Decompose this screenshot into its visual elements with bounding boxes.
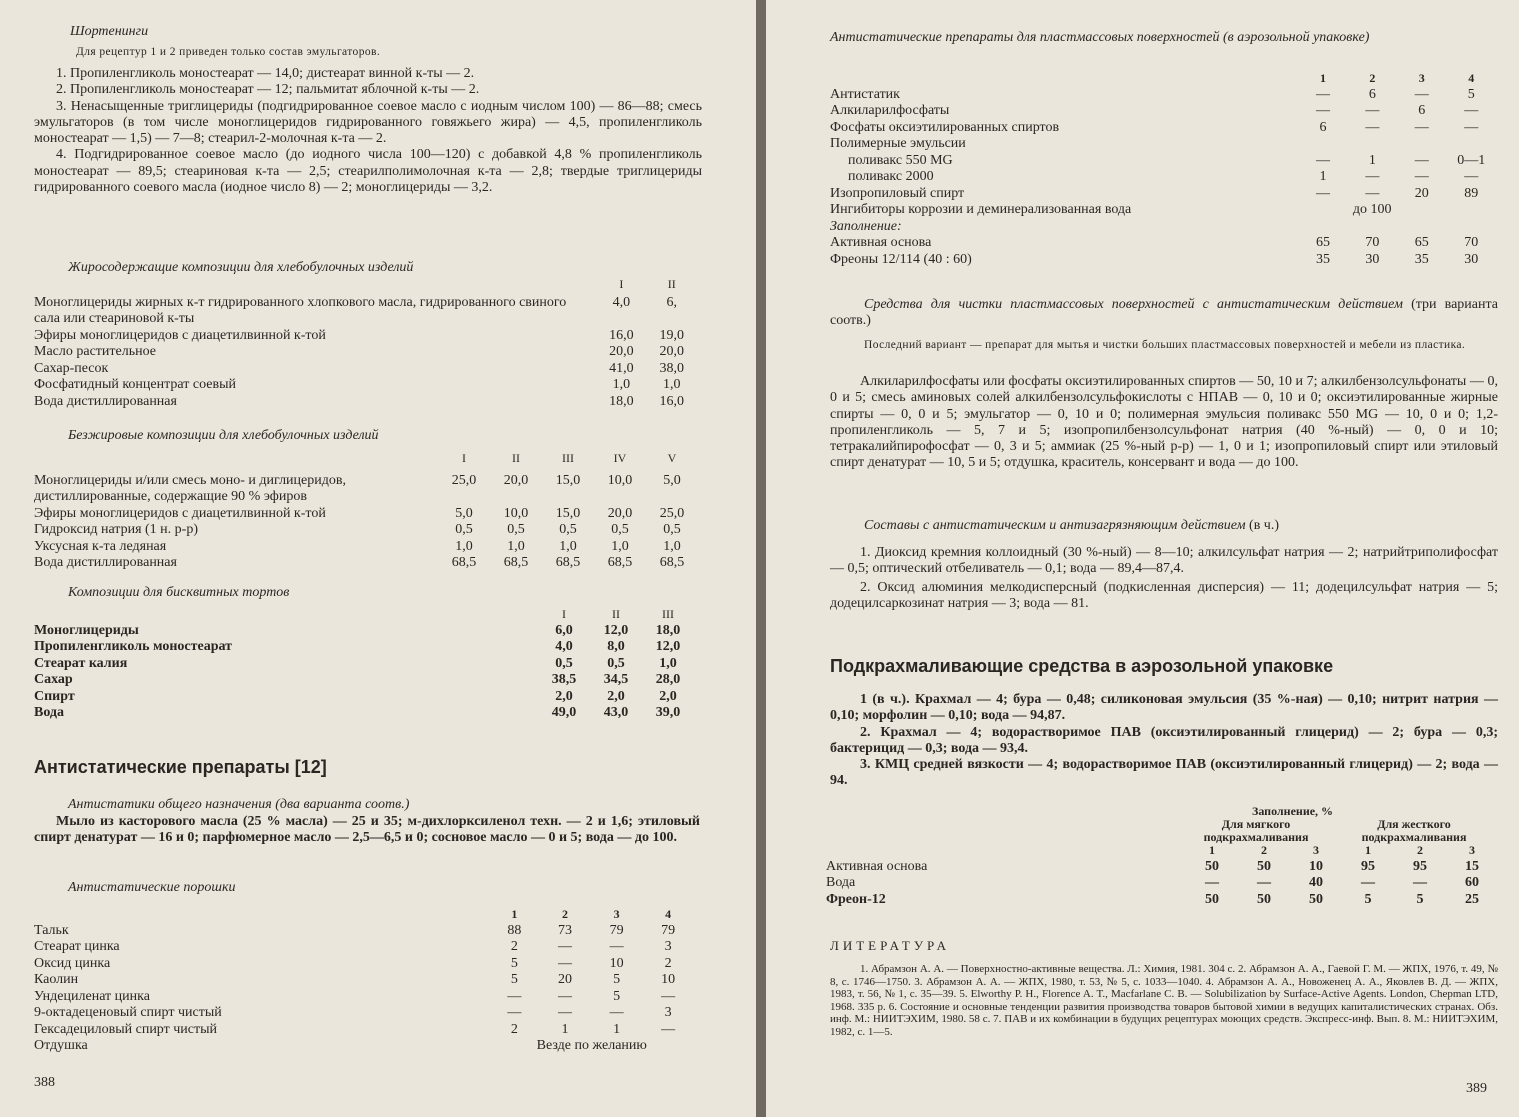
table-row: [34, 1038, 694, 1055]
table-cell: 2,0: [607, 688, 625, 704]
table-cell: 50: [1257, 858, 1271, 874]
table-cell: —: [1257, 875, 1271, 890]
table-row: [830, 153, 1496, 170]
table-cell: 5: [613, 988, 621, 1004]
table-cell: 10: [1309, 858, 1323, 874]
table-row: [34, 972, 694, 989]
col-header: 3: [1313, 843, 1319, 857]
biscuit-table: [34, 606, 694, 722]
shortening-item: 2. Пропиленгликоль моностеарат — 12; пальмитат яблочной к-ты — 2.: [56, 82, 480, 98]
table-cell: 35: [1316, 251, 1331, 267]
table-row: [34, 506, 698, 523]
table-cell: 1,0: [659, 655, 677, 671]
col-header: 1: [511, 907, 518, 921]
table-cell: 18,0: [609, 393, 634, 409]
table-cell: —: [609, 1005, 624, 1020]
table-cell: 68,5: [451, 555, 477, 570]
table-cell: —: [1414, 169, 1429, 184]
row-label: Моноглицериды: [34, 622, 139, 638]
table-cell: —: [1365, 103, 1380, 118]
table-cell: 30: [1365, 251, 1380, 267]
antidirt-title-sub: (в ч.): [1249, 518, 1280, 533]
table-cell: 1,0: [507, 538, 525, 554]
table-cell: 10,0: [503, 505, 529, 521]
table-row: [34, 656, 694, 673]
table-cell: 60: [1465, 875, 1479, 890]
fat-bread-table: [34, 276, 696, 410]
table-cell: 70: [1365, 235, 1380, 250]
row-label: Спирт: [34, 688, 75, 704]
table-cell: —: [661, 1021, 676, 1037]
hard-header: Для жесткого подкрахмаливания: [1361, 817, 1467, 844]
col-header: I: [562, 607, 566, 621]
row-label: Масло растительное: [34, 344, 156, 359]
col-header: 2: [1261, 843, 1267, 857]
literature-text: 1. Абрамзон А. А. — Поверхностно-активные вещества. Л.: Химия, 1981. 304 с. 2. Абрамзон А. А., Гаевой Г. М. — ЖПХ, 1976, т. 49, № 8, с. 1746—1750. 3. Абрамзон А. А. — ЖПХ, 1980, т. 53, № 5, с. 1033—1040. 4. Абрамзон А. А., Новоженец А. А., Яковлев В. Д. — ЖПХ, 1983, т. 56, № 1, с. 35—39. 5. Elworthy P. H., Florence A. T., Macfarlane C. B. — Solubilization by Surface-Active Agents. London, Chepman LTD, 1968. 335 p. 6. Состояние и основные тенденции развития производства товаров бытовой химии в ведущих капиталистических странах. Обз. инф. М.: НИИТЭХИМ, 1980. 58 с. 7. ПАВ и их комбинации в будущих рецептурах моющих средств. Экспресс-инф. Вып. 8. М.: НИИТЭХИМ, 1982, с. 1—5.: [830, 963, 1498, 1038]
table-row: [830, 186, 1496, 203]
col-header: 3: [1418, 71, 1425, 85]
table-cell: 49,0: [551, 705, 577, 720]
table-row: [830, 87, 1496, 104]
col-header: 3: [613, 907, 620, 921]
table-header-row: [34, 906, 694, 923]
table-header-row: [826, 842, 1498, 859]
table-cell: 65: [1414, 235, 1429, 250]
table-cell: —: [1414, 86, 1429, 102]
col-header: 1: [1209, 843, 1215, 857]
starch-item: 3. КМЦ средней вязкости — 4; водорастворимое ПАВ (оксиэтилированный глицерид) — 2; вода — 94.: [830, 757, 1498, 789]
table-row: [34, 623, 694, 640]
table-cell: 5: [1364, 891, 1372, 907]
antidirt-item: 1. Диоксид кремния коллоидный (30 %-ный) — 8—10; алкилсульфат натрия — 2; натрийтриполифосфат — 0,5; оптический отбеливатель — 0,1; вода — 89,4—87,4.: [830, 545, 1498, 577]
row-label: Оксид цинка: [34, 955, 111, 971]
col-header: 1: [1365, 843, 1371, 857]
row-label: 9-октадеценовый спирт чистый: [34, 1005, 222, 1020]
general-antistatic-title: Антистатики общего назначения: [68, 797, 272, 812]
row-label: Стеарат цинка: [34, 939, 120, 954]
col-header: 2: [561, 907, 568, 921]
antidirt-title: Составы с антистатическим и антизагрязняющим действием: [864, 518, 1246, 533]
table-row: [34, 956, 694, 973]
right-page: [766, 0, 1519, 1117]
cleaning-title-block: [830, 297, 1498, 330]
col-header: II: [512, 451, 520, 465]
table-row: [34, 522, 698, 539]
table-cell: до 100: [1352, 202, 1392, 217]
table-cell: 34,5: [603, 672, 629, 687]
col-header: 2: [1369, 71, 1376, 85]
row-label: Гидроксид натрия (1 н. р-р): [34, 522, 199, 537]
table-cell: 5: [613, 972, 621, 987]
table-cell: 5,0: [455, 505, 473, 521]
table-cell: 25,0: [659, 505, 685, 521]
table-cell: 16,0: [609, 327, 634, 343]
table-row: [34, 705, 694, 722]
table-row: [826, 875, 1498, 892]
table-row: [34, 293, 696, 328]
table-cell: —: [1316, 185, 1331, 201]
table-cell: 38,0: [659, 360, 685, 376]
table-cell: 3: [664, 1005, 672, 1020]
page-number: 388: [34, 1075, 55, 1090]
table-cell: —: [1464, 119, 1479, 135]
row-label: Ингибиторы коррозии и деминерализованная вода: [830, 202, 1132, 217]
col-header: III: [662, 607, 674, 621]
row-label: Фосфатидный концентрат соевый: [34, 377, 236, 392]
table-cell: 5: [1416, 891, 1424, 907]
row-label: Полимерные эмульсии: [830, 136, 966, 151]
table-header-row: [34, 450, 698, 467]
table-cell: 68,5: [503, 555, 529, 570]
table-cell: 6,: [666, 294, 678, 310]
table-cell: 2: [664, 955, 672, 971]
table-cell: 0,5: [607, 655, 625, 671]
cleaning-title-sub: (три варианта соотв.): [830, 297, 1498, 329]
table-cell: —: [609, 939, 624, 954]
table-row: [34, 939, 694, 956]
table-cell: 41,0: [609, 360, 634, 376]
table-row: [830, 136, 1496, 153]
table-cell: 5,0: [663, 472, 681, 488]
shortenings-note: Для рецептур 1 и 2 приведен только состав эмульгаторов.: [76, 46, 381, 58]
powders-title: Антистатические порошки: [68, 880, 236, 895]
table-cell: 4,0: [612, 294, 631, 310]
table-cell: 25,0: [451, 472, 477, 488]
table-header-row: [830, 70, 1496, 87]
table-cell: 3: [664, 939, 672, 954]
table-cell: —: [557, 955, 572, 971]
col-header: I: [462, 451, 466, 465]
col-header: 3: [1469, 843, 1475, 857]
biscuit-title: Композиции для бисквитных тортов: [68, 585, 290, 600]
table-row: [830, 169, 1496, 186]
starch-heading: Подкрахмаливающие средства в аэрозольной упаковке: [830, 656, 1334, 676]
book-gutter: [756, 0, 766, 1117]
table-cell: 1,0: [663, 377, 681, 392]
row-label: поливакс 2000: [848, 169, 934, 184]
table-row: [34, 923, 694, 940]
table-cell: 18,0: [655, 622, 681, 638]
general-antistatic-text: Мыло из касторового масла (25 % масла) — 25 и 35; м-дихлорксиленол техн. — 2 и 1,6; этиловый спирт денатурат — 16 и 0; парфюмерное масло — 2,5—6,5 и 0; сосновое масло — 0 и 5; вода — до 100.: [34, 814, 700, 846]
shortening-item: 4. Подгидрированное соевое масло (до иодного числа 100—120) с добавкой 4,8 % пропиленгликоль моностеарат — 89,5; стеариновая к-та — 2,5; стеарилполимолочная к-та — 2,8; твердые триглицериды гидрированного соевого масла (иодное число 8) — 2; моноглицериды — 3,2.: [34, 147, 702, 196]
table-cell: 79: [609, 922, 624, 938]
table-cell: 15: [1465, 858, 1479, 874]
row-label: Гексадециловый спирт чистый: [34, 1021, 218, 1037]
col-header: 4: [1468, 71, 1475, 85]
row-label: Вода дистиллированная: [34, 555, 177, 570]
row-label: Алкиларилфосфаты: [830, 103, 950, 118]
cleaning-title: Средства для чистки пластмассовых поверхностей с антистатическим действием: [864, 297, 1403, 312]
table-cell: 5: [1467, 86, 1475, 102]
table-cell: 39,0: [655, 705, 681, 720]
table-row: [830, 219, 1496, 236]
shortening-item: 3. Ненасыщенные триглицериды (подгидрированное соевое масло с иодным числом 100) — 86—88; смесь эмульгаторов (в том числе моноглицеридов гидрированного говяжьего жира) — 4,5, пропиленгликоль моностеарат — 1,5) — 7—8; стеарил-2-молочная к-та — 2.: [34, 98, 702, 147]
table-cell: 10: [661, 972, 676, 987]
table-cell: 68,5: [555, 555, 581, 570]
row-label: Моноглицериды и/или смесь моно- и диглицеридов, дистиллированные, содержащие 90 % эфиров: [34, 472, 346, 504]
table-cell: 50: [1205, 858, 1219, 874]
general-antistatic-sub: (два варианта соотв.): [275, 797, 410, 812]
table-cell: 0—1: [1457, 152, 1486, 168]
table-cell: 1: [561, 1021, 569, 1037]
table-cell: 6: [1418, 103, 1426, 118]
table-cell: —: [1316, 152, 1331, 168]
table-cell: —: [557, 939, 572, 954]
table-cell: 12,0: [603, 622, 629, 638]
table-cell: 88: [507, 922, 522, 938]
table-cell: 50: [1205, 891, 1219, 907]
table-cell: [1397, 136, 1446, 153]
table-row: [34, 1022, 694, 1039]
table-cell: 95: [1361, 858, 1375, 874]
soft-header: Для мягкого подкрахмаливания: [1203, 817, 1309, 844]
row-label: Пропиленгликоль моностеарат: [34, 639, 232, 654]
row-label: Моноглицериды жирных к-т гидрированного хлопкового масла, гидрированного свиного сала или стеариновой к-ты: [34, 294, 567, 326]
plastic-title: Антистатические препараты для пластмассовых поверхностей (в аэрозольной упаковке): [830, 30, 1370, 45]
starch-item: 1 (в ч.). Крахмал — 4; бура — 0,48; силиконовая эмульсия (35 %-ная) — 0,10; нитрит натрия — 0,10; морфолин — 0,10; вода — 94,87.: [830, 692, 1498, 724]
table-cell: 20,0: [659, 344, 685, 359]
table-row: [34, 555, 698, 572]
table-cell: 50: [1309, 891, 1323, 907]
table-row: [34, 989, 694, 1006]
cleaning-text: Алкиларилфосфаты или фосфаты оксиэтилированных спиртов — 50, 10 и 7; алкилбензолсульфонаты — 0, 0 и 5; смесь аминовых солей алкилбензолсульфокислоты с НПАВ — 0, 10 и 0; оксиэтилированные жирные спирты — 0, 0 и 5; эмульгатор — 0, 10 и 0; полимерная эмульсия поливакс 550 MG — 10, 0 и 0; 1,2-пропиленгликоль — 5, 7 и 5; изопропилбензолсульфонат натрия (40 %-ный) — 0, 0 и 10; тетракалийпирофосфат — 0, 3 и 5; аммиак (25 %-ный р-р) — 1, 0 и 1; изопропиловый спирт или этиловый спирт денатурат — 10, 5 и 5; отдушка, краситель, консервант и вода — до 100.: [830, 374, 1498, 471]
row-label: Сахар: [34, 672, 73, 687]
antistatic-heading: Антистатические препараты [12]: [34, 757, 327, 777]
table-cell: 40: [1309, 875, 1323, 890]
table-cell: —: [507, 1005, 522, 1020]
page-number: 389: [1466, 1081, 1487, 1096]
table-row: [830, 202, 1496, 219]
row-label: Уксусная к-та ледяная: [34, 538, 167, 554]
table-cell: 1,0: [663, 538, 681, 554]
table-cell: 89: [1464, 185, 1479, 201]
row-label: Активная основа: [826, 858, 928, 874]
table-cell: 20,0: [503, 472, 529, 488]
table-row: [34, 639, 694, 656]
table-cell: 20: [1414, 185, 1429, 201]
table-cell: 0,5: [611, 522, 629, 537]
table-row: [34, 361, 696, 378]
table-cell: —: [1464, 103, 1479, 118]
table-cell: 43,0: [603, 705, 629, 720]
row-label: Фреоны 12/114 (40 : 60): [830, 251, 972, 267]
table-cell: 20,0: [607, 505, 633, 521]
col-header: III: [562, 451, 574, 465]
filling-header: Заполнение, %: [1252, 804, 1334, 818]
table-row: [830, 120, 1496, 137]
row-label: Тальк: [34, 922, 69, 938]
table-cell: —: [1414, 119, 1429, 135]
fat-bread-title: Жиросодержащие композиции для хлебобулочных изделий: [68, 260, 414, 275]
table-cell: 65: [1316, 235, 1331, 250]
starch-list: [830, 692, 1498, 790]
table-row: [826, 892, 1498, 909]
table-cell: 16,0: [659, 393, 685, 409]
plastic-table: [830, 70, 1496, 268]
table-cell: 1: [1319, 169, 1327, 184]
table-cell: 50: [1257, 891, 1271, 907]
table-cell: 1,0: [612, 377, 631, 392]
table-cell: 79: [661, 922, 676, 938]
table-row: [34, 689, 694, 706]
starch-table: [826, 842, 1498, 908]
nofat-bread-title: Безжировые композиции для хлебобулочных изделий: [68, 428, 379, 443]
table-cell: —: [1361, 875, 1375, 890]
table-cell: 95: [1413, 858, 1427, 874]
antidirt-title-line: [864, 518, 1279, 534]
table-cell: 10: [609, 955, 624, 971]
table-cell: 8,0: [607, 639, 625, 654]
table-row: [34, 328, 696, 345]
left-page: [0, 0, 756, 1117]
row-label: Фосфаты оксиэтилированных спиртов: [830, 119, 1060, 135]
starch-item: 2. Крахмал — 4; водорастворимое ПАВ (оксиэтилированный глицерид) — 2; бура — 0,3; бактерицид — 0,3; вода — 93,4.: [830, 724, 1498, 756]
row-label: Стеарат калия: [34, 655, 128, 671]
shortenings-list: [34, 66, 702, 196]
row-label: Вода дистиллированная: [34, 393, 177, 409]
row-label: Сахар-песок: [34, 360, 109, 376]
table-cell: 0,5: [555, 655, 573, 671]
table-cell: —: [1316, 103, 1331, 118]
table-cell: —: [557, 1005, 572, 1020]
col-header: 2: [1417, 843, 1423, 857]
table-cell: 2,0: [555, 688, 573, 704]
table-cell: 4,0: [555, 639, 573, 654]
nofat-bread-table: [34, 450, 698, 572]
table-cell: 6,0: [555, 622, 573, 638]
table-cell: 5: [510, 955, 518, 971]
table-cell: 25: [1465, 891, 1479, 907]
table-cell: 20,0: [609, 344, 634, 359]
table-cell: 38,5: [551, 672, 577, 687]
table-cell: 1,0: [455, 538, 473, 554]
table-cell: 19,0: [659, 327, 685, 343]
table-row: [826, 859, 1498, 876]
table-cell: 2: [510, 939, 518, 954]
table-row: [830, 103, 1496, 120]
cleaning-note: Последний вариант — препарат для мытья и чистки больших пластмассовых поверхностей и мебели из пластика.: [864, 339, 1466, 351]
row-label: Отдушка: [34, 1038, 88, 1053]
table-cell: —: [557, 988, 572, 1004]
table-cell: 1,0: [559, 538, 577, 554]
table-cell: [1298, 136, 1347, 153]
table-row: [34, 467, 698, 506]
table-cell: 35: [1414, 251, 1429, 267]
table-cell: —: [507, 988, 522, 1004]
col-header: 1: [1320, 71, 1327, 85]
filling-label: Заполнение:: [830, 218, 902, 234]
antidirt-list: [830, 545, 1498, 612]
col-header: V: [667, 451, 677, 465]
row-label: Эфиры моноглицеридов с диацетилвинной к-той: [34, 505, 326, 521]
table-cell: 0,5: [559, 522, 577, 537]
table-header-row: [34, 276, 696, 293]
table-row: [34, 377, 696, 394]
shortenings-title: Шортенинги: [70, 24, 149, 39]
table-cell: 68,5: [607, 555, 633, 570]
general-antistatic-title-line: [68, 797, 409, 813]
table-cell: 20: [557, 972, 572, 987]
col-header: II: [667, 277, 676, 291]
row-label: Изопропиловый спирт: [830, 185, 965, 201]
shortening-item: 1. Пропиленгликоль моностеарат — 14,0; дистеарат винной к-ты — 2.: [56, 66, 475, 81]
table-cell: 15,0: [555, 472, 581, 488]
table-cell: 30: [1464, 251, 1479, 267]
col-header: 4: [665, 907, 672, 921]
col-header: II: [612, 607, 620, 621]
table-cell: 12,0: [655, 639, 681, 654]
table-cell: 28,0: [655, 672, 681, 687]
table-cell: 0,5: [507, 522, 525, 537]
row-label: Вода: [34, 705, 65, 720]
row-label: Каолин: [34, 972, 79, 987]
table-cell: 68,5: [659, 555, 685, 570]
col-header: I: [619, 277, 624, 291]
antidirt-item: 2. Оксид алюминия мелкодисперсный (подкисленная дисперсия) — 11; додецилсульфат натрия — 5; додецилсаркозинат натрия — 3; вода — 81.: [830, 579, 1498, 611]
powders-table: [34, 906, 694, 1055]
table-cell: 15,0: [555, 505, 581, 521]
table-cell: [1348, 136, 1397, 153]
table-cell: 0,5: [663, 522, 681, 537]
table-cell: —: [1414, 152, 1429, 168]
table-cell: 6: [1319, 119, 1327, 135]
table-cell: —: [1365, 169, 1380, 184]
table-cell: —: [1464, 169, 1479, 184]
table-cell: 73: [557, 922, 572, 938]
row-label: Ундециленат цинка: [34, 988, 150, 1004]
table-row: [34, 394, 696, 411]
table-cell: 10,0: [607, 472, 633, 488]
table-row: [830, 252, 1496, 269]
literature-heading: ЛИТЕРАТУРА: [830, 938, 950, 953]
table-row: [34, 539, 698, 556]
table-cell: Везде по желанию: [536, 1038, 647, 1053]
table-row: [34, 1005, 694, 1022]
table-cell: 1: [1368, 152, 1376, 168]
table-cell: —: [1365, 185, 1380, 201]
table-cell: 2,0: [659, 688, 677, 704]
col-header: IV: [613, 451, 627, 465]
row-label: Антистатик: [830, 86, 900, 102]
table-cell: 1: [613, 1021, 621, 1037]
table-cell: 5: [510, 972, 518, 987]
table-row: [34, 672, 694, 689]
table-row: [34, 344, 696, 361]
table-cell: —: [1413, 875, 1427, 890]
row-label: поливакс 550 MG: [848, 152, 953, 168]
table-cell: —: [1316, 86, 1331, 102]
row-label: Фреон-12: [826, 891, 886, 907]
table-cell: —: [661, 988, 676, 1004]
table-cell: 0,5: [455, 522, 473, 537]
table-cell: 6: [1368, 86, 1376, 102]
table-cell: [1446, 136, 1496, 153]
row-label: Вода: [826, 875, 856, 890]
table-cell: —: [1365, 119, 1380, 135]
table-header-row: [34, 606, 694, 623]
row-label: Активная основа: [830, 235, 932, 250]
table-cell: 1,0: [611, 538, 629, 554]
table-cell: 70: [1464, 235, 1479, 250]
table-cell: —: [1205, 875, 1219, 890]
table-row: [830, 235, 1496, 252]
row-label: Эфиры моноглицеридов с диацетилвинной к-той: [34, 327, 326, 343]
table-cell: 2: [510, 1021, 518, 1037]
